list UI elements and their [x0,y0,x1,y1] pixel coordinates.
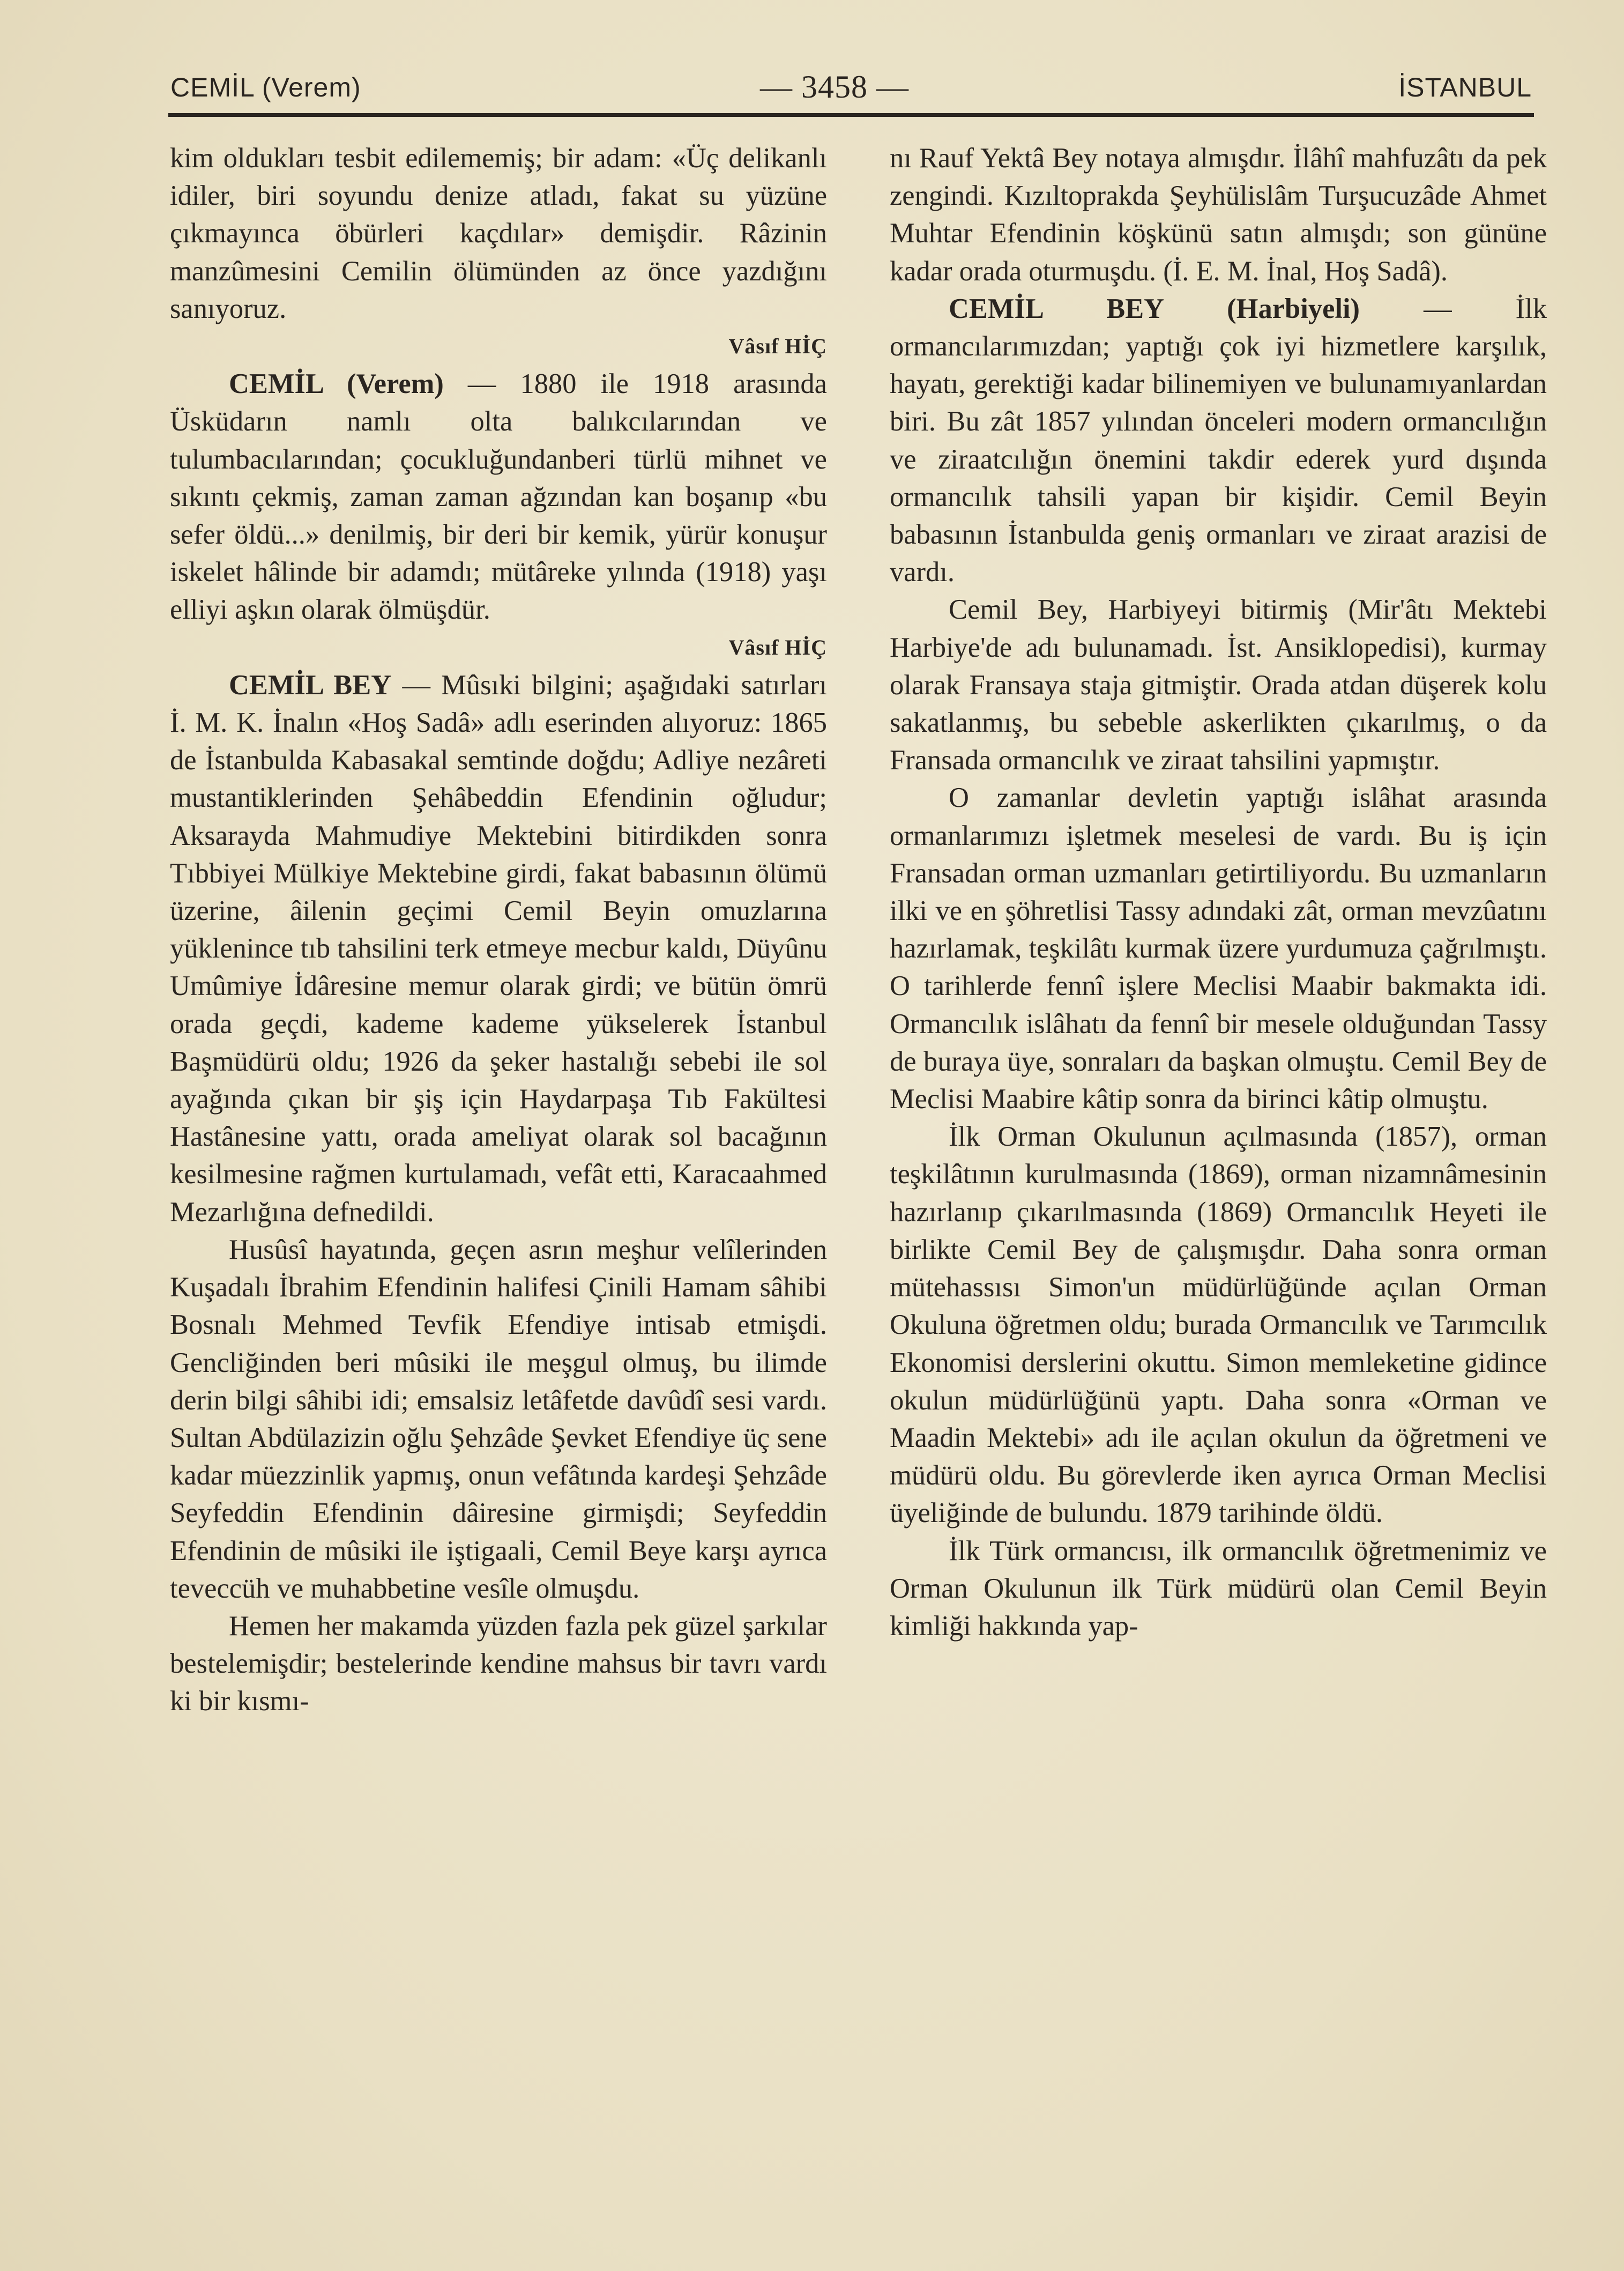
paragraph-text: İlk Orman Okulunun açılmasında (1857), orman teşkilâtının kurulmasında (1869), orman nizamnâmesinin hazırlanıp çıkarılmasında (1869) Ormancılık Heyeti ile birlikte Cemil Bey de çalışmışdır. Daha sonra orman mütehassısı Simon'un müdürlüğünde açılan Orman Okuluna öğretmen oldu; burada Ormancılık ve Tarımcılık Ekonomisi derslerini okuttu. Simon memleketine gidince okulun müdürlüğünü yaptı. Daha sonra «Orman ve Maadin Mektebi» adı ile açılan okulun da öğretmeni ve müdürü oldu. Bu görevlerde iken ayrıca Orman Meclisi üyeliğinde de bulundu. 1879 tarihinde öldü. [890,1121,1547,1529]
entry-headword: CEMİL (Verem) [229,368,444,400]
paragraph-text: İlk Türk ormancısı, ilk ormancılık öğretmenimiz ve Orman Okulunun ilk Türk müdürü olan Cemil Beyin kimliği hakkında yap- [890,1535,1547,1642]
body-paragraph [890,1118,1547,1532]
header-publication: İSTANBUL [1398,72,1532,102]
entry-paragraph [890,290,1547,591]
paragraph-text: kim oldukları tesbit edilememiş; bir adam: «Üç delikanlı idiler, biri soyundu denize atladı, fakat su yüzüne çıkmayınca öbürleri kaçdılar» demişdir. Râzinin manzûmesini Cemilin ölümünden az önce yazdığını sanıyoruz. [170,143,827,324]
body-paragraph [890,779,1547,1118]
paragraph-text: — İlk ormancılarımızdan; yaptığı çok iyi hizmetlere karşılık, hayatı, gerektiği kadar bilinemiyen ve bulunamıyanlardan biri. Bu zât 1857 yılından önceleri modern ormancılığın ve ziraatcılığın önemini takdir ederek yurd dışında ormancılık tahsili yapan bir kişidir. Cemil Beyin babasının İstanbulda geniş ormanları ve ziraat arazisi de vardı. [890,293,1547,588]
body-paragraph [170,1231,827,1607]
entry-paragraph [170,365,827,628]
header-entry-title: CEMİL (Verem) [170,72,361,102]
body-paragraph [890,139,1547,290]
body-paragraph [170,139,827,328]
paragraph-text: nı Rauf Yektâ Bey notaya almışdır. İlâhî mahfuzâtı da pek zengindi. Kızıltoprakda Şeyhülislâm Turşucuzâde Ahmet Muhtar Efendinin köşkünü satın almışdı; son gününe kadar orada oturmuşdu. (İ. E. M. İnal, Hoş Sadâ). [890,143,1547,287]
entry-paragraph [170,666,827,1231]
paragraph-text: Hemen her makamda yüzden fazla pek güzel şarkılar bestelemişdir; bestelerinde kendine mahsus bir tavrı vardı ki bir kısmı- [170,1610,827,1717]
body-paragraph [890,1532,1547,1645]
author-signature: Vâsıf HİÇ [728,334,827,359]
paragraph-text: — 1880 ile 1918 arasında Üsküdarın namlı olta balıkcılarından ve tulumbacılarından; çocukluğundanberi türlü mihnet ve sıkıntı çekmiş, zaman zaman ağzından kan boşanıp «bu sefer öldü...» denilmiş, bir deri bir kemik, yürür konuşur iskelet hâlinde bir adamdı; mütâreke yılında (1918) yaşı elliyi aşkın olarak ölmüşdür. [170,368,827,626]
entry-headword: CEMİL BEY (Harbiyeli) [949,293,1360,324]
author-signature: Vâsıf HİÇ [728,635,827,659]
body-paragraph [890,591,1547,779]
page-number: — 3458 — [760,69,909,105]
paragraph-text: Cemil Bey, Harbiyeyi bitirmiş (Mir'âtı Mektebi Harbiye'de adı bulunamadı. İst. Ansiklopedisi), kurmay olarak Fransaya staja gitmiştir. Orada atdan düşerek kolu sakatlanmış, bu sebeble askerlikten çıkarılmış, o da Fransada ormancılık ve ziraat tahsilini yapmıştır. [890,594,1547,776]
left-column [170,139,827,1720]
entry-headword: CEMİL BEY [229,669,392,701]
paragraph-text: O zamanlar devletin yaptığı islâhat arasında ormanlarımızı işletmek meselesi de vardı. Bu iş için Fransadan orman uzmanları getirtiliyordu. Bu uzmanların ilki ve en şöhretlisi Tassy adındaki zât, orman mevzûatını hazırlamak, teşkilâtı kurmak üzere yurdumuza çağrılmıştı. O tarihlerde fennî işlere Meclisi Maabir bakmakta idi. Ormancılık islâhatı da fennî bir mesele olduğundan Tassy de buraya üye, sonraları da başkan olmuştu. Cemil Bey de Meclisi Maabire kâtip sonra da birinci kâtip olmuştu. [890,782,1547,1115]
body-paragraph [170,1607,827,1720]
paragraph-text: — Mûsıki bilgini; aşağıdaki satırları İ. M. K. İnalın «Hoş Sadâ» adlı eserinden alıyoruz: 1865 de İstanbulda Kabasakal semtinde doğdu; Adliye nezâreti mustantiklerinden Şehâbeddin Efendinin oğludur; Aksarayda Mahmudiye Mektebini bitirdikden sonra Tıbbiyei Mülkiye Mektebine girdi, fakat babasının ölümü üzerine, âilenin geçimi Cemil Beyin omuzlarına yüklenince tıb tahsilini terk etmeye mecbur kaldı, Düyûnu Umûmiye İdâresine memur olarak girdi; ve bütün ömrü orada geçdi, kademe kademe yükselerek İstanbul Başmüdürü oldu; 1926 da şeker hastalığı sebebi ile sol ayağında çıkan bir şiş için Haydarpaşa Tıb Fakültesi Hastânesine yattı, orada ameliyat olarak sol bacağının kesilmesine rağmen kurtulamadı, vefât etti, Karacaahmed Mezarlığına defnedildi. [170,669,828,1228]
header-rule [168,113,1534,117]
right-column [890,139,1547,1645]
running-header [170,69,1532,112]
paragraph-text: Husûsî hayatında, geçen asrın meşhur velîlerinden Kuşadalı İbrahim Efendinin halifesi Çinili Hamam sâhibi Bosnalı Mehmed Tevfik Efendiye intisab etmişdi. Gencliğinden beri mûsiki ile meşgul olmuş, bu ilimde derin bilgi sâhibi idi; emsalsiz letâfetde davûdî sesi vardı. Sultan Abdülazizin oğlu Şehzâde Şevket Efendiye üç sene kadar müezzinlik yapmış, onun vefâtında kardeşi Şehzâde Seyfeddin Efendinin dâiresine girmişdi; Seyfeddin Efendinin de mûsiki ile iştigaali, Cemil Beye karşı ayrıca teveccüh ve muhabbetine vesîle olmuşdu. [170,1234,827,1604]
